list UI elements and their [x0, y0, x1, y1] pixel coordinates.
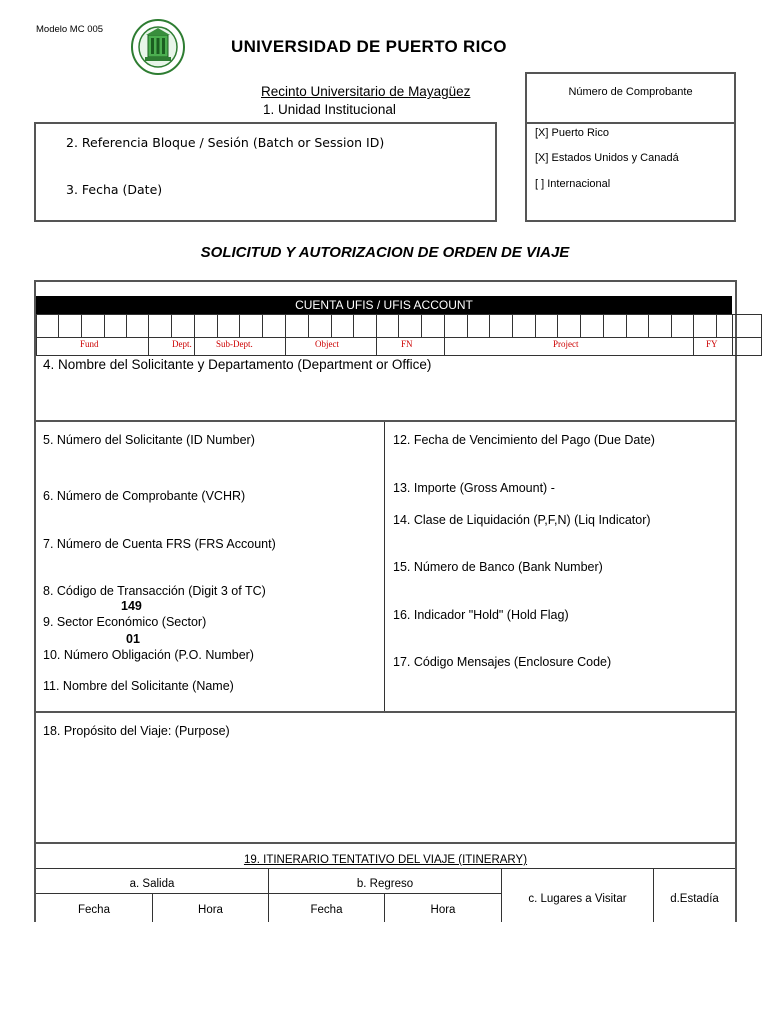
itinerary-departure-date[interactable]: Fecha: [78, 904, 110, 916]
account-label-fn: FN: [401, 339, 413, 349]
account-label-subdept: Sub-Dept.: [216, 339, 253, 349]
itinerary-stay-header: d.Estadía: [670, 893, 719, 905]
form-model-number: Modelo MC 005: [36, 24, 104, 35]
itinerary-rule-1: [36, 868, 735, 869]
field-8-value: 149: [121, 599, 142, 613]
itinerary-return-date[interactable]: Fecha: [310, 904, 343, 916]
field-11-name[interactable]: 11. Nombre del Solicitante (Name): [43, 679, 234, 693]
voucher-number-label: Número de Comprobante: [568, 86, 693, 98]
field-12-due-date[interactable]: 12. Fecha de Vencimiento del Pago (Due Date): [393, 433, 655, 447]
account-label-dept: Dept.: [172, 339, 192, 349]
itinerary-places-header: c. Lugares a Visitar: [528, 893, 627, 905]
account-grid[interactable]: [36, 314, 762, 356]
voucher-number-box: [525, 72, 736, 124]
itinerary-departure-header: a. Salida: [129, 878, 175, 890]
itinerary-departure-time[interactable]: Hora: [198, 904, 223, 916]
form-title: SOLICITUD Y AUTORIZACION DE ORDEN DE VIAJE: [200, 244, 570, 261]
batch-box: [34, 122, 497, 222]
batch-session-field[interactable]: 2. Referencia Bloque / Sesión (Batch or Session ID): [66, 135, 385, 150]
field-9-sector[interactable]: 9. Sector Económico (Sector): [43, 615, 207, 629]
field-16-hold-flag[interactable]: 16. Indicador "Hold" (Hold Flag): [393, 608, 569, 622]
itinerary-return-time[interactable]: Hora: [430, 904, 456, 916]
university-seal-icon: [131, 19, 185, 75]
field-17-enclosure-code[interactable]: 17. Código Mensajes (Enclosure Code): [393, 655, 612, 669]
field-6-voucher[interactable]: 6. Número de Comprobante (VCHR): [43, 489, 246, 503]
account-label-object: Object: [315, 339, 339, 349]
university-name: UNIVERSIDAD DE PUERTO RICO: [231, 37, 507, 56]
fields-box: [34, 420, 737, 713]
account-label-fy: FY: [706, 339, 718, 349]
field-14-liq-indicator[interactable]: 14. Clase de Liquidación (P,F,N) (Liq Indicator): [393, 513, 651, 527]
region-option-usa-canada[interactable]: [X] Estados Unidos y Canadá: [535, 152, 679, 164]
region-option-puerto-rico[interactable]: [X] Puerto Rico: [535, 127, 609, 139]
field-9-value: 01: [126, 632, 140, 646]
campus-name: Recinto Universitario de Mayagüez: [261, 84, 471, 99]
region-options-box: [525, 122, 736, 222]
itinerary-rule-2: [36, 893, 502, 894]
region-option-international[interactable]: [ ] Internacional: [535, 178, 611, 190]
account-label-fund: Fund: [80, 339, 99, 349]
batch-date-field[interactable]: 3. Fecha (Date): [66, 182, 163, 197]
field-18-purpose[interactable]: 18. Propósito del Viaje: (Purpose): [43, 724, 230, 738]
institutional-unit: 1. Unidad Institucional: [263, 102, 396, 117]
field-5-id-number[interactable]: 5. Número del Solicitante (ID Number): [43, 433, 255, 447]
field-13-gross-amount[interactable]: 13. Importe (Gross Amount) -: [393, 481, 555, 495]
field-10-po-number[interactable]: 10. Número Obligación (P.O. Number): [43, 648, 254, 662]
account-label-project: Project: [553, 339, 579, 349]
field-8-transaction-code[interactable]: 8. Código de Transacción (Digit 3 of TC): [43, 584, 266, 598]
account-header: CUENTA UFIS / UFIS ACCOUNT: [36, 296, 732, 314]
field-15-bank-number[interactable]: 15. Número de Banco (Bank Number): [393, 560, 603, 574]
field-7-frs-account[interactable]: 7. Número de Cuenta FRS (FRS Account): [43, 537, 276, 551]
field-4-requester-department[interactable]: 4. Nombre del Solicitante y Departamento (Department or Office): [43, 357, 432, 372]
itinerary-return-header: b. Regreso: [356, 878, 414, 890]
fields-divider: [384, 422, 385, 711]
itinerary-title: 19. ITINERARIO TENTATIVO DEL VIAJE (ITINERARY): [243, 854, 528, 866]
